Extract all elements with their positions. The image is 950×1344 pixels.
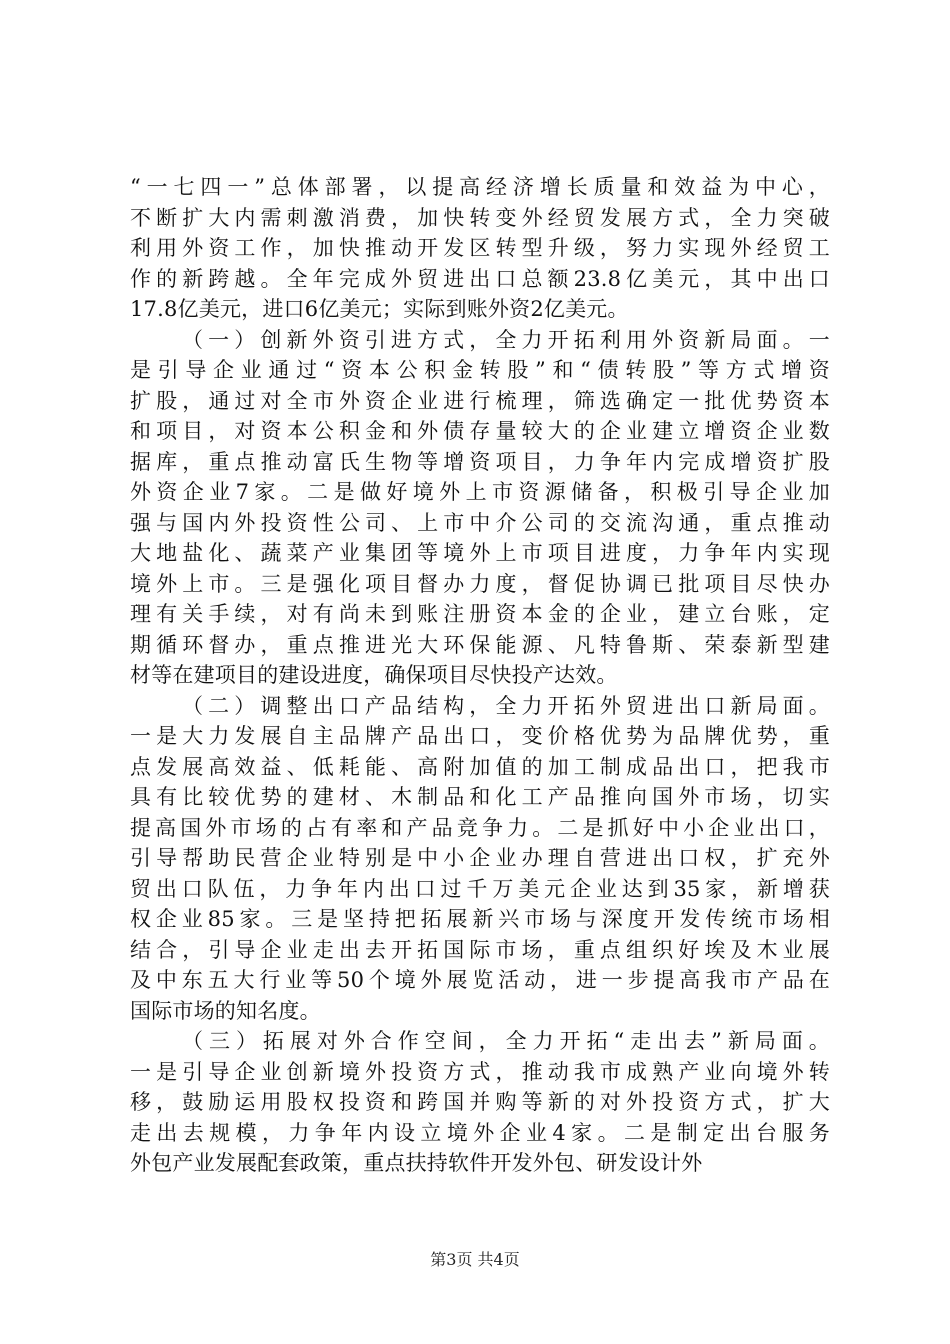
- text-line: 移，鼓励运用股权投资和跨国并购等新的对外投资方式，扩大: [130, 1090, 830, 1114]
- paragraph: [130, 1026, 830, 1179]
- text-line: 点发展高效益、低耗能、高附加值的加工制成品出口，把我市: [130, 754, 830, 779]
- text-line: “一七四一”总体部署，以提高经济增长质量和效益为中心，: [130, 175, 830, 199]
- text-line: 据库，重点推动富氏生物等增资项目，力争年内完成增资扩股: [130, 449, 830, 474]
- text-line: 提高国外市场的占有率和产品竞争力。二是抓好中小企业出口，: [130, 815, 830, 840]
- text-line: 扩股，通过对全市外资企业进行梳理，筛选确定一批优势资本: [130, 388, 830, 413]
- page-footer: 第3页 共4页: [430, 1250, 520, 1269]
- text-line: 是引导企业通过“资本公积金转股”和“债转股”等方式增资: [130, 358, 830, 382]
- paragraph: [130, 325, 830, 691]
- text-line: 大地盐化、蔬菜产业集团等境外上市项目进度，力争年内实现: [130, 541, 830, 565]
- text-line: 强与国内外投资性公司、上市中介公司的交流沟通，重点推动: [130, 510, 830, 535]
- text-line: 贸出口队伍，力争年内出口过千万美元企业达到35家，新增获: [130, 876, 830, 901]
- document-body: [130, 172, 830, 1179]
- text-line: 和项目，对资本公积金和外债存量较大的企业建立增资企业数: [130, 419, 830, 443]
- text-line: 17.8亿美元，进口6亿美元；实际到账外资2亿美元。: [130, 297, 629, 321]
- text-line: 作的新跨越。全年完成外贸进出口总额23.8亿美元，其中出口: [130, 266, 830, 291]
- text-line: 引导帮助民营企业特别是中小企业办理自营进出口权，扩充外: [130, 846, 830, 870]
- text-line: 理有关手续，对有尚未到账注册资本金的企业，建立台账，定: [130, 602, 830, 626]
- text-line: （三）拓展对外合作空间，全力开拓“走出去”新局面。: [182, 1029, 830, 1053]
- text-line: 外资企业7家。二是做好境外上市资源储备，积极引导企业加: [130, 480, 830, 504]
- text-line: 材等在建项目的建设进度，确保项目尽快投产达效。: [130, 663, 618, 687]
- text-line: 一是大力发展自主品牌产品出口，变价格优势为品牌优势，重: [130, 724, 830, 748]
- text-line: 具有比较优势的建材、木制品和化工产品推向国外市场，切实: [130, 785, 830, 809]
- text-line: 结合，引导企业走出去开拓国际市场，重点组织好埃及木业展: [130, 937, 830, 962]
- text-line: 及中东五大行业等50个境外展览活动，进一步提高我市产品在: [130, 968, 830, 992]
- text-line: （一）创新外资引进方式，全力开拓利用外资新局面。一: [182, 327, 830, 352]
- text-line: 外包产业发展配套政策，重点扶持软件开发外包、研发设计外: [130, 1151, 703, 1175]
- text-line: 国际市场的知名度。: [130, 998, 321, 1023]
- text-line: 境外上市。三是强化项目督办力度，督促协调已批项目尽快办: [130, 571, 830, 596]
- text-line: 不断扩大内需刺激消费，加快转变外经贸发展方式，全力突破: [130, 205, 830, 230]
- text-line: 期循环督办，重点推进光大环保能源、凡特鲁斯、荣泰新型建: [130, 632, 830, 657]
- text-line: 权企业85家。三是坚持把拓展新兴市场与深度开发传统市场相: [130, 907, 830, 931]
- text-line: 一是引导企业创新境外投资方式，推动我市成熟产业向境外转: [130, 1059, 830, 1084]
- text-line: 走出去规模，力争年内设立境外企业4家。二是制定出台服务: [130, 1120, 830, 1145]
- text-line: 利用外资工作，加快推动开发区转型升级，努力实现外经贸工: [130, 236, 830, 260]
- text-line: （二）调整出口产品结构，全力开拓外贸进出口新局面。: [182, 693, 830, 718]
- paragraph: [130, 691, 830, 1027]
- paragraph: [130, 172, 830, 325]
